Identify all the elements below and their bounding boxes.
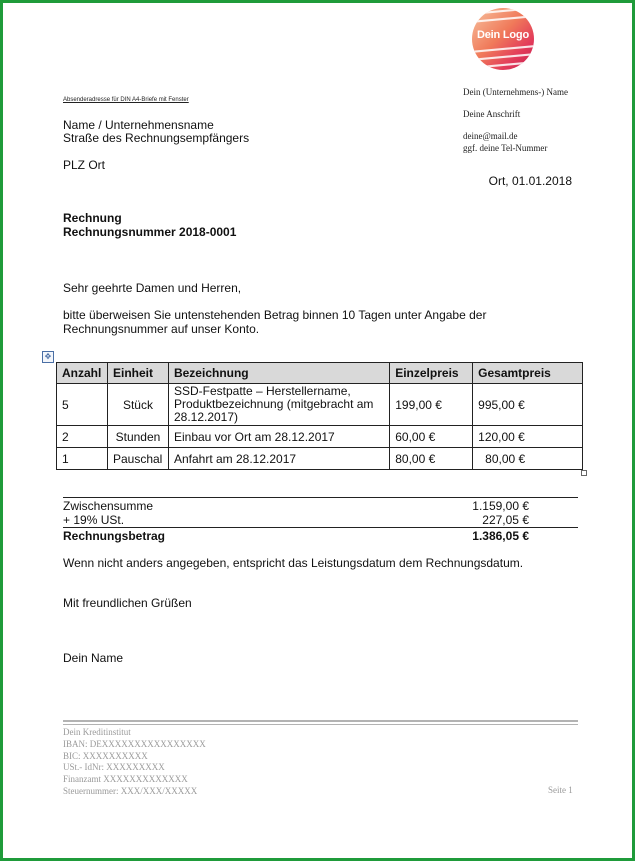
resize-handle-icon[interactable] <box>581 470 587 476</box>
invoice-date: Ort, 01.01.2018 <box>488 174 572 188</box>
recipient-city: PLZ Ort <box>63 158 106 172</box>
table-header-row <box>57 363 583 384</box>
footer-bank-details <box>63 727 206 798</box>
footer-bank: Dein Kreditinstitut <box>63 727 131 737</box>
footer-rule <box>63 720 578 722</box>
cell-description: Einbau vor Ort am 28.12.2017 <box>168 426 389 448</box>
cell-total-price: 995,00 € <box>473 384 583 426</box>
letter-closing: Mit freundlichen Grüßen <box>63 596 192 610</box>
cell-unit-price: 199,00 € <box>390 384 473 426</box>
move-icon[interactable]: ✥ <box>42 351 54 363</box>
cell-quantity: 2 <box>57 426 108 448</box>
footer-bic: BIC: XXXXXXXXXX <box>63 750 148 761</box>
letter-intro: bitte überweisen Sie untenstehenden Betrag binnen 10 Tagen unter Angabe der Rechnungsnummer auf unser Konto. <box>63 308 487 336</box>
total-label: Rechnungsbetrag <box>63 529 166 543</box>
recipient-name: Name / Unternehmensname <box>63 118 214 132</box>
items-table <box>56 362 583 470</box>
recipient-street: Straße des Rechnungsempfängers <box>63 131 250 145</box>
table-row <box>57 426 583 448</box>
header-quantity: Anzahl <box>57 363 108 384</box>
table-row <box>57 384 583 426</box>
table-row <box>57 448 583 470</box>
cell-unit: Pauschal <box>107 448 168 470</box>
company-logo <box>470 6 536 72</box>
company-name: Dein (Unternehmens-) Name <box>463 87 568 97</box>
logo-text: Dein Logo <box>477 29 529 41</box>
footer-tax-number: Steuernummer: XXX/XXX/XXXXX <box>63 785 198 796</box>
cell-description: Anfahrt am 28.12.2017 <box>168 448 389 470</box>
page-number: Seite 1 <box>548 785 573 795</box>
subtotal-value: 1.159,00 € <box>472 499 529 513</box>
cell-unit-price: 60,00 € <box>390 426 473 448</box>
sender-return-address: Absenderadresse für DIN A4-Briefe mit Fenster <box>63 97 189 103</box>
company-address: Deine Anschrift <box>463 109 521 119</box>
subtotal-label: Zwischensumme <box>63 499 154 513</box>
letter-greeting: Sehr geehrte Damen und Herren, <box>63 281 242 295</box>
invoice-title: Rechnung <box>63 211 122 225</box>
service-date-note: Wenn nicht anders angegeben, entspricht das Leistungsdatum dem Rechnungsdatum. <box>63 556 524 570</box>
header-total-price: Gesamtpreis <box>473 363 583 384</box>
cell-unit: Stunden <box>107 426 168 448</box>
footer-iban: IBAN: DEXXXXXXXXXXXXXXXX <box>63 738 206 749</box>
invoice-number: Rechnungsnummer 2018-0001 <box>63 225 237 239</box>
subtotal-row <box>63 499 529 513</box>
footer-vat-id: USt.- IdNr: XXXXXXXXX <box>63 762 165 773</box>
company-phone: ggf. deine Tel-Nummer <box>463 143 548 153</box>
cell-total-price: 80,00 € <box>473 448 583 470</box>
header-unit-price: Einzelpreis <box>390 363 473 384</box>
tax-value: 227,05 € <box>482 513 529 527</box>
total-value: 1.386,05 € <box>472 529 529 543</box>
cell-description: SSD-Festpatte – Herstellername, Produktbezeichnung (mitgebracht am 28.12.2017) <box>168 384 389 426</box>
tax-row <box>63 513 529 527</box>
footer-rule-thin <box>63 724 578 725</box>
letter-signature: Dein Name <box>63 651 124 665</box>
cell-unit: Stück <box>107 384 168 426</box>
cell-quantity: 5 <box>57 384 108 426</box>
header-unit: Einheit <box>107 363 168 384</box>
header-description: Bezeichnung <box>168 363 389 384</box>
total-row <box>63 529 529 543</box>
cell-total-price: 120,00 € <box>473 426 583 448</box>
footer-tax-office: Finanzamt XXXXXXXXXXXXX <box>63 774 188 785</box>
company-email: deine@mail.de <box>463 131 518 141</box>
cell-unit-price: 80,00 € <box>390 448 473 470</box>
cell-quantity: 1 <box>57 448 108 470</box>
tax-label: + 19% USt. <box>63 513 125 527</box>
totals-top-rule <box>63 497 578 498</box>
totals-bottom-rule <box>63 527 578 528</box>
